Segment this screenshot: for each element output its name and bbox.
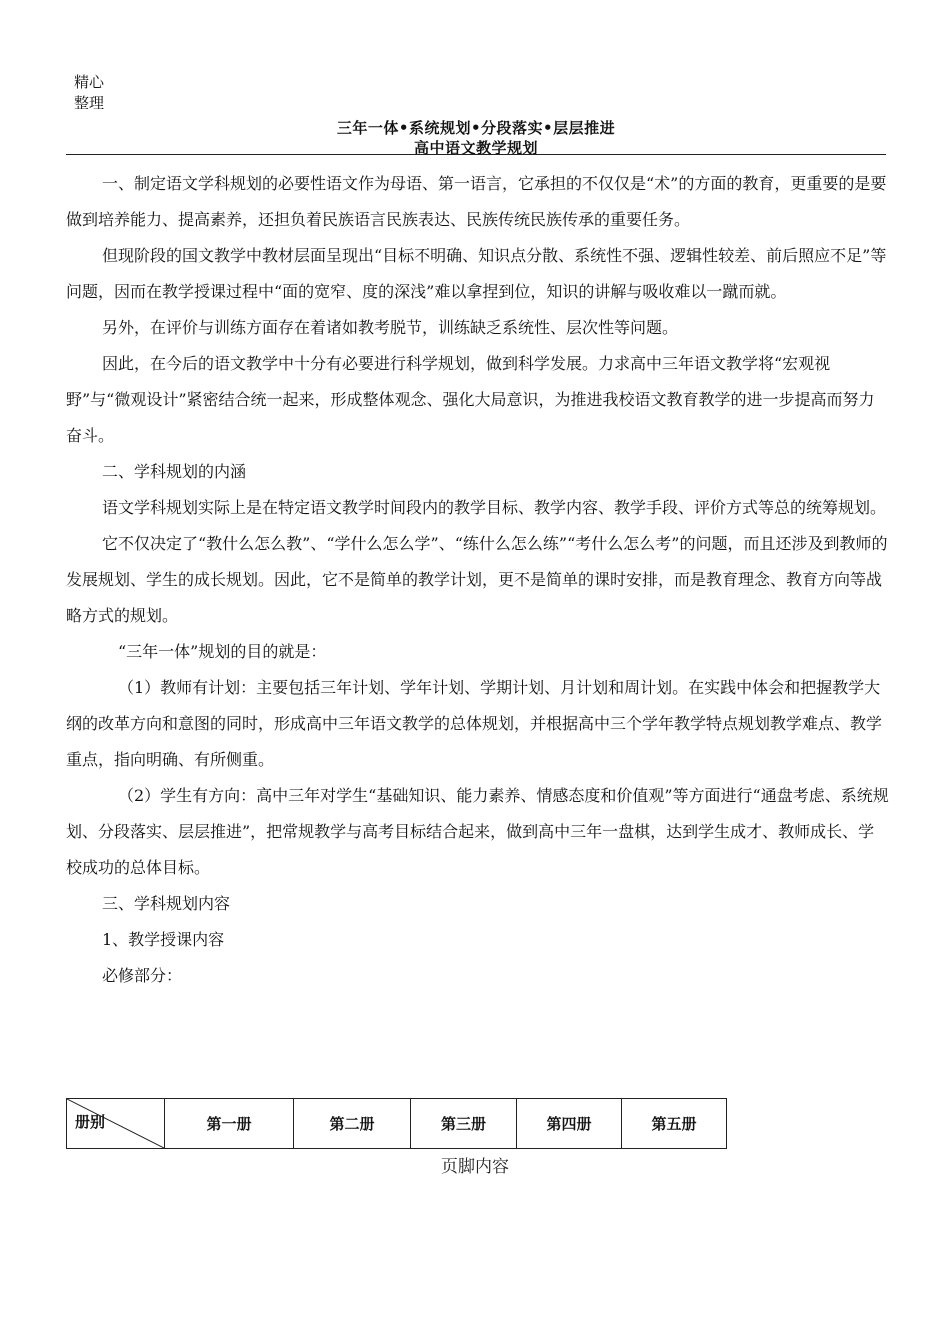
section-heading-connotation: 二、学科规划的内涵 — [102, 462, 247, 481]
table-header-cell: 第五册 — [622, 1099, 727, 1149]
page-footer: 页脚内容 — [441, 1157, 509, 1177]
paragraph-definition: 语文学科规划实际上是在特定语文教学时间段内的教学目标、教学内容、教学手段、评价方式等总的统筹规划。 — [102, 498, 887, 517]
paragraph-necessity: 一、制定语文学科规划的必要性语文作为母语、第一语言，它承担的不仅仅是“术”的方面的教育，更重要的是要做到培养能力、提高素养，还担负着民族语言民族表达、民族传统民族传承的重要任务。 — [66, 174, 887, 229]
volume-table — [66, 1098, 727, 1149]
subheading-required: 必修部分： — [102, 966, 183, 985]
paragraph-therefore: 因此，在今后的语文教学中十分有必要进行科学规划，做到科学发展。力求高中三年语文教学将“宏观视野”与“微观设计”紧密结合统一起来，形成整体观念、强化大局意识，为推进我校语文教育教学的进一步提高而努力奋斗。 — [66, 354, 875, 445]
document-subtitle: 高中语文教学规划 — [413, 139, 538, 157]
table-corner-label: 册别 — [75, 1113, 106, 1131]
document-title: 三年一体•系统规划•分段落实•层层推进 — [336, 119, 616, 137]
table-header-row — [67, 1099, 727, 1149]
table-corner-cell — [67, 1099, 165, 1149]
table-header-cell: 第三册 — [411, 1099, 517, 1149]
table-header-cell: 第一册 — [165, 1099, 294, 1149]
paragraph-student-direction: （2）学生有方向：高中三年对学生“基础知识、能力素养、情感态度和价值观”等方面进行“通盘考虑、系统规划、分段落实、层层推进”，把常规教学与高考目标结合起来，做到高中三年一盘棋，达到学生成才、教师成长、学校成功的总体目标。 — [66, 786, 889, 877]
paragraph-teacher-plan: （1）教师有计划：主要包括三年计划、学年计划、学期计划、月计划和周计划。在实践中体会和把握教学大纲的改革方向和意图的同时，形成高中三年语文教学的总体规划，并根据高中三个学年教学特点规划教学难点、教学重点，指向明确、有所侧重。 — [66, 678, 883, 769]
table-header-cell: 第二册 — [294, 1099, 411, 1149]
watermark-text: 精心整理 — [74, 73, 105, 112]
table-header-cell: 第四册 — [517, 1099, 622, 1149]
paragraph-purpose: “三年一体”规划的目的就是： — [118, 642, 327, 661]
paragraph-scope: 它不仅决定了“教什么怎么教”、“学什么怎么学”、“练什么怎么练”“考什么怎么考”的问题，而且还涉及到教师的发展规划、学生的成长规划。因此，它不是简单的教学计划，更不是简单的课时安排，而是教育理念、教育方向等战略方式的规划。 — [66, 534, 888, 625]
section-heading-content: 三、学科规划内容 — [102, 894, 231, 913]
document-body — [66, 166, 890, 994]
subheading-teaching-content: 1、教学授课内容 — [102, 930, 225, 949]
paragraph-problems: 但现阶段的国文教学中教材层面呈现出“目标不明确、知识点分散、系统性不强、逻辑性较差、前后照应不足”等问题，因而在教学授课过程中“面的宽窄、度的深浅”难以拿捏到位，知识的讲解与吸收难以一蹴而就。 — [66, 246, 887, 301]
paragraph-evaluation: 另外，在评价与训练方面存在着诸如教考脱节，训练缺乏系统性、层次性等问题。 — [102, 318, 679, 337]
title-divider — [66, 154, 886, 155]
